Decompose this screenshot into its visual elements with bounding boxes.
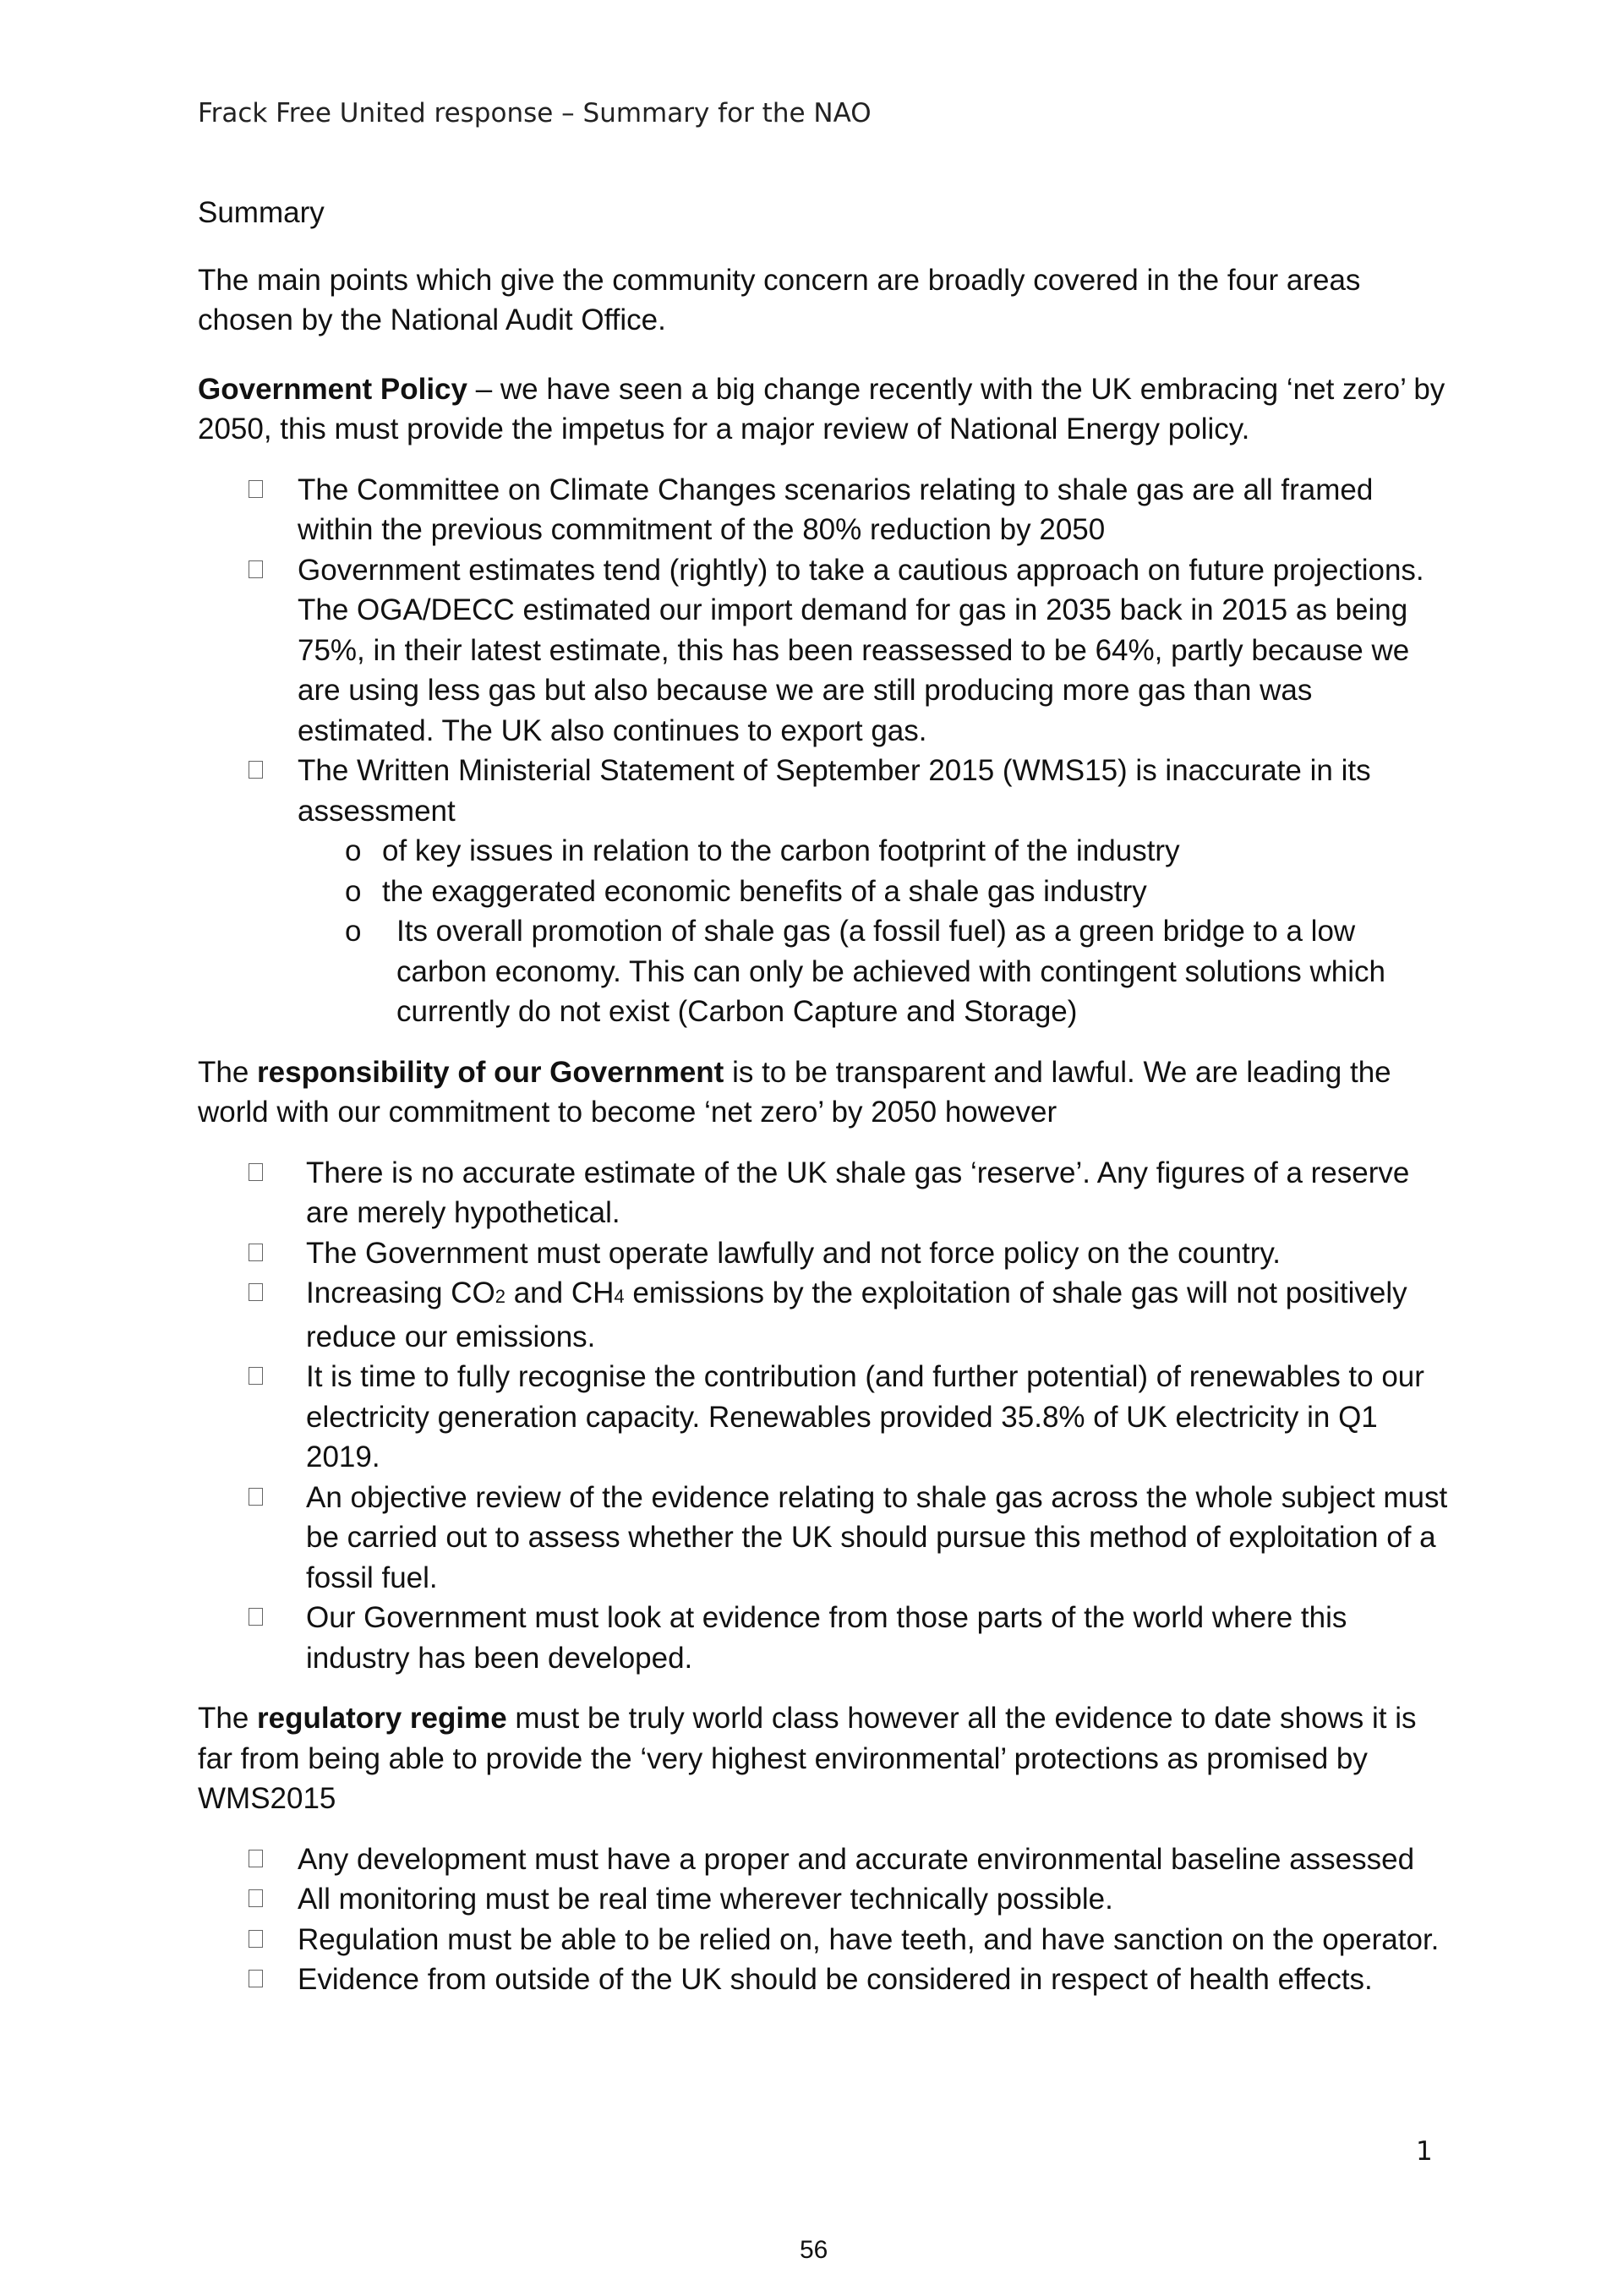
wms15-sublist: [298, 831, 1449, 1032]
sub-list-item: o Its overall promotion of shale gas (a fossil fuel) as a green bridge to a low carbon economy. This can only be achieved with contingent solutions which currently do not exist (Carbon Capture and Storage): [298, 911, 1449, 1032]
list-item: Increasing CO2 and CH4 emissions by the exploitation of shale gas will not positively reduce our emissions.: [198, 1273, 1449, 1357]
government-policy-heading: Government Policy: [198, 372, 467, 406]
government-policy-text: – we have seen a big change recently with the UK embracing ‘net zero’ by 2050, this must provide the impetus for a major review of National Energy policy.: [198, 372, 1445, 446]
circle-bullet-icon: o: [345, 874, 362, 908]
box-bullet-icon: [249, 1244, 263, 1261]
list-item: Any development must have a proper and accurate environmental baseline assessed: [198, 1840, 1449, 1880]
list-item: It is time to fully recognise the contribution (and further potential) of renewables to our electricity generation capacity. Renewables provided 35.8% of UK electricity in Q1 2019.: [198, 1357, 1449, 1478]
sub-list-item: o of key issues in relation to the carbon footprint of the industry: [298, 831, 1449, 872]
list-item: The Written Ministerial Statement of September 2015 (WMS15) is inaccurate in its assessment o of key issues in relation to the carbon footprint of the industry o the exaggerated economic benefits of a shale gas industry o Its overall promotion of shale gas (a fossil fuel) as a green bridge to a low carbon economy. This can only be achieved with contingent solutions which currently do not exist (Carbon Capture and Storage): [198, 751, 1449, 1032]
list-item: Government estimates tend (rightly) to take a cautious approach on future projections. The OGA/DECC estimated our import demand for gas in 2035 back in 2015 as being 75%, in their latest estimate, this has been reassessed to be 64%, partly because we are using less gas but also because we are still producing more gas than was estimated. The UK also continues to export gas.: [198, 550, 1449, 752]
page-header: Frack Free United response – Summary for the NAO: [198, 98, 872, 128]
box-bullet-icon: [249, 1608, 263, 1626]
box-bullet-icon: [249, 1850, 263, 1867]
responsibility-paragraph: The responsibility of our Government is to be transparent and lawful. We are leading the world with our commitment to become ‘net zero’ by 2050 however: [198, 1055, 1391, 1129]
regulatory-paragraph: The regulatory regime must be truly world class however all the evidence to date shows it is far from being able to provide the ‘very highest environmental’ protections as promised by WMS2015: [198, 1702, 1417, 1815]
list-item: All monitoring must be real time wherever technically possible.: [198, 1879, 1449, 1920]
list-item: There is no accurate estimate of the UK shale gas ‘reserve’. Any figures of a reserve are merely hypothetical.: [198, 1153, 1449, 1233]
list-item: Our Government must look at evidence from those parts of the world where this industry has been developed.: [198, 1598, 1449, 1678]
box-bullet-icon: [249, 1283, 263, 1301]
box-bullet-icon: [249, 560, 263, 578]
list-item: The Government must operate lawfully and not force policy on the country.: [198, 1233, 1449, 1274]
box-bullet-icon: [249, 1163, 263, 1181]
regulatory-list: [198, 1840, 1449, 2000]
box-bullet-icon: [249, 1488, 263, 1506]
page-number: 1: [1416, 2136, 1433, 2167]
sub-list-item: o the exaggerated economic benefits of a shale gas industry: [298, 872, 1449, 912]
box-bullet-icon: [249, 1367, 263, 1385]
footer-page-number: 56: [800, 2236, 828, 2264]
list-item: An objective review of the evidence relating to shale gas across the whole subject must be carried out to assess whether the UK should pursue this method of exploitation of a fossil fuel.: [198, 1478, 1449, 1599]
responsibility-list: [198, 1153, 1449, 1679]
box-bullet-icon: [249, 1889, 263, 1907]
box-bullet-icon: [249, 1970, 263, 1987]
document-body: [198, 193, 1449, 2029]
summary-heading: Summary: [198, 196, 325, 229]
circle-bullet-icon: o: [345, 834, 362, 867]
box-bullet-icon: [249, 480, 263, 498]
circle-bullet-icon: o: [345, 915, 362, 948]
intro-paragraph: The main points which give the community concern are broadly covered in the four areas chosen by the National Audit Office.: [198, 263, 1361, 336]
regulatory-heading: regulatory regime: [257, 1702, 507, 1735]
list-item: The Committee on Climate Changes scenarios relating to shale gas are all framed within the previous commitment of the 80% reduction by 2050: [198, 470, 1449, 550]
box-bullet-icon: [249, 761, 263, 779]
list-item: Regulation must be able to be relied on, have teeth, and have sanction on the operator.: [198, 1920, 1449, 1960]
government-policy-list: [198, 470, 1449, 1032]
government-policy-paragraph: [198, 369, 1449, 450]
responsibility-heading: responsibility of our Government: [257, 1055, 724, 1089]
box-bullet-icon: [249, 1930, 263, 1948]
list-item: Evidence from outside of the UK should be considered in respect of health effects.: [198, 1960, 1449, 2000]
